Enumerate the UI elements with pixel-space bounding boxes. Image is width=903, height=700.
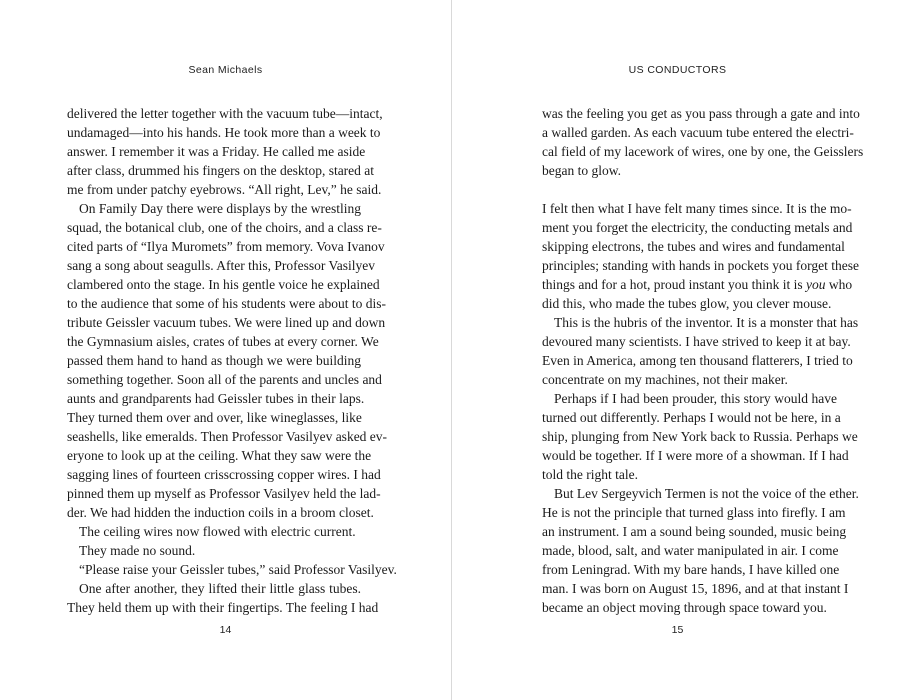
text-line: concentrate on my machines, not their maker. <box>542 372 788 387</box>
text-line: an instrument. I am a sound being sounded, music being <box>542 524 847 539</box>
text-line: This is the hubris of the inventor. It is a monster that has <box>554 315 859 330</box>
text-line <box>542 275 853 294</box>
text-line: “Please raise your Geissler tubes,” said Professor Vasilyev. <box>79 562 397 577</box>
text-line: Even in America, among ten thousand flatterers, I tried to <box>542 353 853 368</box>
text-line: sang a song about seagulls. After this, Professor Vasilyev <box>67 258 375 273</box>
text-line: der. We had hidden the induction coils in a broom closet. <box>67 505 374 520</box>
page-number-right: 15 <box>671 624 684 636</box>
text-line: aunts and grandparents had Geissler tubes in their laps. <box>67 391 365 406</box>
text-line <box>542 180 837 199</box>
text-line: pinned them up myself as Professor Vasilyev held the lad- <box>67 486 381 501</box>
text-line: He is not the principle that turned glass into firefly. I am <box>542 505 846 520</box>
emphasis: you <box>805 277 826 292</box>
text-line: One after another, they lifted their little glass tubes. <box>79 581 361 596</box>
text-line: delivered the letter together with the vacuum tube—intact, <box>67 106 383 121</box>
text-line: cal field of my lacework of wires, one by one, the Geisslers <box>542 144 864 159</box>
running-head-author: Sean Michaels <box>188 64 263 76</box>
text-line: But Lev Sergeyvich Termen is not the voice of the ether. <box>554 486 859 501</box>
text-line: They held them up with their fingertips. The feeling I had <box>67 600 379 615</box>
left-body-text <box>67 104 397 617</box>
text-line-part: things and for a hot, proud instant you think it is <box>542 277 806 292</box>
text-line: passed them hand to hand as though we were building <box>67 353 361 368</box>
text-line: principles; standing with hands in pockets you forget these <box>542 258 859 273</box>
text-line: Perhaps if I had been prouder, this story would have <box>554 391 837 406</box>
text-line: tribute Geissler vacuum tubes. We were lined up and down <box>67 315 386 330</box>
text-line: clambered onto the stage. In his gentle voice he explained <box>67 277 380 292</box>
text-line: devoured many scientists. I have strived to keep it at bay. <box>542 334 851 349</box>
text-line: ship, plunging from New York back to Russia. Perhaps we <box>542 429 858 444</box>
right-page <box>452 0 903 700</box>
text-line: the Gymnasium aisles, crates of tubes at every corner. We <box>67 334 379 349</box>
text-line: man. I was born on August 15, 1896, and at that instant I <box>542 581 849 596</box>
text-line: answer. I remember it was a Friday. He called me aside <box>67 144 366 159</box>
page-number-left: 14 <box>219 624 232 636</box>
text-line: They made no sound. <box>79 543 196 558</box>
text-line: became an object moving through space toward you. <box>542 600 827 615</box>
text-line: seashells, like emeralds. Then Professor Vasilyev asked ev- <box>67 429 388 444</box>
text-line: me from under patchy eyebrows. “All right, Lev,” he said. <box>67 182 382 197</box>
right-body-text <box>542 104 864 617</box>
text-line: skipping electrons, the tubes and wires and fundamental <box>542 239 845 254</box>
text-line: eryone to look up at the ceiling. What they saw were the <box>67 448 372 463</box>
text-line: On Family Day there were displays by the wrestling <box>79 201 361 216</box>
text-line: a walled garden. As each vacuum tube entered the electri- <box>542 125 854 140</box>
text-line: ment you forget the electricity, the conducting metals and <box>542 220 853 235</box>
text-line: something together. Soon all of the parents and uncles and <box>67 372 382 387</box>
text-line: turned out differently. Perhaps I would not be here, in a <box>542 410 841 425</box>
text-line: sagging lines of fourteen crisscrossing copper wires. I had <box>67 467 381 482</box>
text-line: undamaged—into his hands. He took more than a week to <box>67 125 381 140</box>
text-line: made, blood, salt, and water manipulated in air. I come <box>542 543 839 558</box>
text-line: The ceiling wires now flowed with electric current. <box>79 524 356 539</box>
text-line: I felt then what I have felt many times since. It is the mo- <box>542 201 852 216</box>
text-line: would be together. If I were more of a showman. If I had <box>542 448 849 463</box>
text-line: after class, drummed his fingers on the desktop, stared at <box>67 163 375 178</box>
text-line: from Leningrad. With my bare hands, I have killed one <box>542 562 840 577</box>
text-line: began to glow. <box>542 163 621 178</box>
text-line-part: who <box>825 277 853 292</box>
text-line: did this, who made the tubes glow, you clever mouse. <box>542 296 832 311</box>
text-line: told the right tale. <box>542 467 638 482</box>
running-head-title: US CONDUCTORS <box>628 64 727 76</box>
text-line: was the feeling you get as you pass through a gate and into <box>542 106 860 121</box>
text-line: squad, the botanical club, one of the choirs, and a class re- <box>67 220 382 235</box>
left-page <box>0 0 451 700</box>
text-line: cited parts of “Ilya Muromets” from memory. Vova Ivanov <box>67 239 385 254</box>
text-line: to the audience that some of his students were about to dis- <box>67 296 387 311</box>
text-line: They turned them over and over, like wineglasses, like <box>67 410 362 425</box>
